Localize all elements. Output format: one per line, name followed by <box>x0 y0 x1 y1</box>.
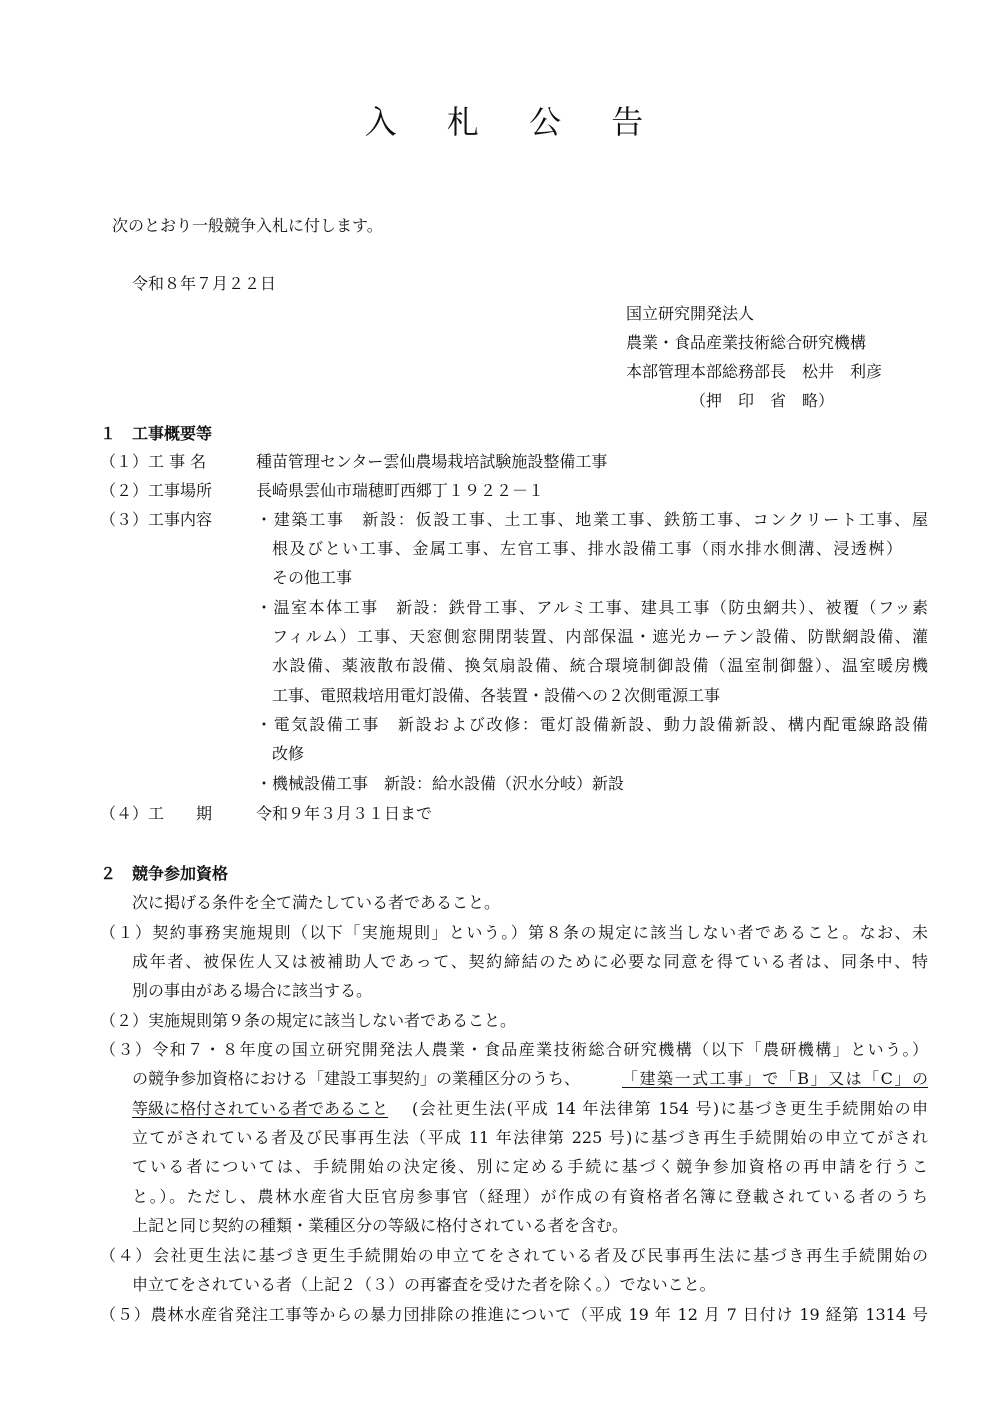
para3-line: と。）。ただし、農林水産省大臣官房参事官（経理）が作成の有資格者名簿に登載されている者のうち <box>132 1187 928 1206</box>
para4-line: （４）会社更生法に基づき更生手続開始の申立てをされている者及び民事再生法に基づき再生手続開始の <box>100 1246 928 1265</box>
para3-underlined: 等級に格付されている者であること <box>132 1099 389 1118</box>
item-value-work-site: 長崎県雲仙市瑞穂町西郷丁１９２２－１ <box>256 481 545 500</box>
item-number: （１） <box>100 452 149 471</box>
content-line: フィルム）工事、天窓側窓開閉装置、内部保温・遮光カーテン設備、防獣網設備、灌 <box>272 627 928 646</box>
para3-line: 立てがされている者及び民事再生法（平成 11 年法律第 225 号)に基づき再生手続開始の申立てがされ <box>132 1128 928 1147</box>
item-number: （２） <box>100 481 149 500</box>
item-value-work-period: 令和９年３月３１日まで <box>256 804 433 823</box>
content-line: 水設備、薬液散布設備、換気扇設備、統合環境制御設備（温室制御盤）、温室暖房機 <box>272 656 928 675</box>
para3-line: ている者については、手続開始の決定後、別に定める手続に基づく競争参加資格の再申請を行うこ <box>132 1157 928 1176</box>
para3-line: (会社更生法(平成 14 年法律第 154 号)に基づき更生手続開始の申 <box>412 1099 928 1118</box>
para3-underlined: 「建築一式工事」で「B」又は「C」の <box>622 1069 928 1088</box>
content-line: 根及びとい工事、金属工事、左官工事、排水設備工事（雨水排水側溝、浸透桝） <box>272 539 902 558</box>
content-line: 改修 <box>272 744 305 763</box>
item-label-work-name: 工 事 名 <box>148 452 207 471</box>
item-number: （３） <box>100 510 149 529</box>
content-line: ・温室本体工事 新設：鉄骨工事、アルミ工事、建具工事（防虫網共）、被覆（フッ素 <box>256 598 928 617</box>
content-line: ・電気設備工事 新設および改修：電灯設備新設、動力設備新設、構内配電線路設備 <box>256 715 928 734</box>
para3-line: の競争参加資格における「建設工事契約」の業種区分のうち、 <box>132 1069 581 1088</box>
item-number: （４） <box>100 804 149 823</box>
item-label-work-period: 工 期 <box>148 804 213 823</box>
para1-line: 別の事由がある場合に該当する。 <box>132 981 373 1000</box>
para2: （２）実施規則第９条の規定に該当しない者であること。 <box>100 1011 517 1030</box>
issuer-person: 本部管理本部総務部長 松井 利彦 <box>626 362 883 381</box>
content-line: 工事、電照栽培用電灯設備、各装置・設備への２次側電源工事 <box>272 686 721 705</box>
para5-line: （５）農林水産省発注工事等からの暴力団排除の推進について（平成 19 年 12 月 7 日付け 19 経第 1314 号 <box>100 1305 928 1324</box>
para4-line: 申立てをされている者（上記２（３）の再審査を受けた者を除く。）でないこと。 <box>132 1275 716 1294</box>
item-label-work-content: 工事内容 <box>148 510 213 529</box>
para3-line: （３）令和７・８年度の国立研究開発法人農業・食品産業技術総合研究機構（以下「農研機構」という。） <box>100 1040 928 1059</box>
issuer-org1: 国立研究開発法人 <box>626 304 755 323</box>
document-title: 入 札 公 告 <box>364 103 664 141</box>
content-line: ・機械設備工事 新設：給水設備（沢水分岐）新設 <box>256 774 625 793</box>
para1-line: 成年者、被保佐人又は被補助人であって、契約締結のために必要な同意を得ている者は、同条中、特 <box>132 952 928 971</box>
content-line: その他工事 <box>272 568 353 587</box>
content-line: ・建築工事 新設：仮設工事、土工事、地業工事、鉄筋工事、コンクリート工事、屋 <box>256 510 928 529</box>
seal-omitted-note: （押 印 省 略） <box>690 391 835 410</box>
section2-heading: ２ 競争参加資格 <box>100 864 229 883</box>
item-value-work-name: 種苗管理センター雲仙農場栽培試験施設整備工事 <box>256 452 608 471</box>
item-label-work-site: 工事場所 <box>148 481 213 500</box>
intro-text: 次のとおり一般競争入札に付します。 <box>112 216 383 235</box>
section2-lead: 次に掲げる条件を全て満たしている者であること。 <box>132 893 501 912</box>
para3-line: 上記と同じ契約の種類・業種区分の等級に格付されている者を含む。 <box>132 1216 629 1235</box>
section1-heading: １ 工事概要等 <box>100 424 213 443</box>
issuer-org2: 農業・食品産業技術総合研究機構 <box>626 333 867 352</box>
notice-date: 令和８年７月２２日 <box>132 274 277 293</box>
para1-line: （１）契約事務実施規則（以下「実施規則」という。）第８条の規定に該当しない者であること。なお、未 <box>100 923 928 942</box>
